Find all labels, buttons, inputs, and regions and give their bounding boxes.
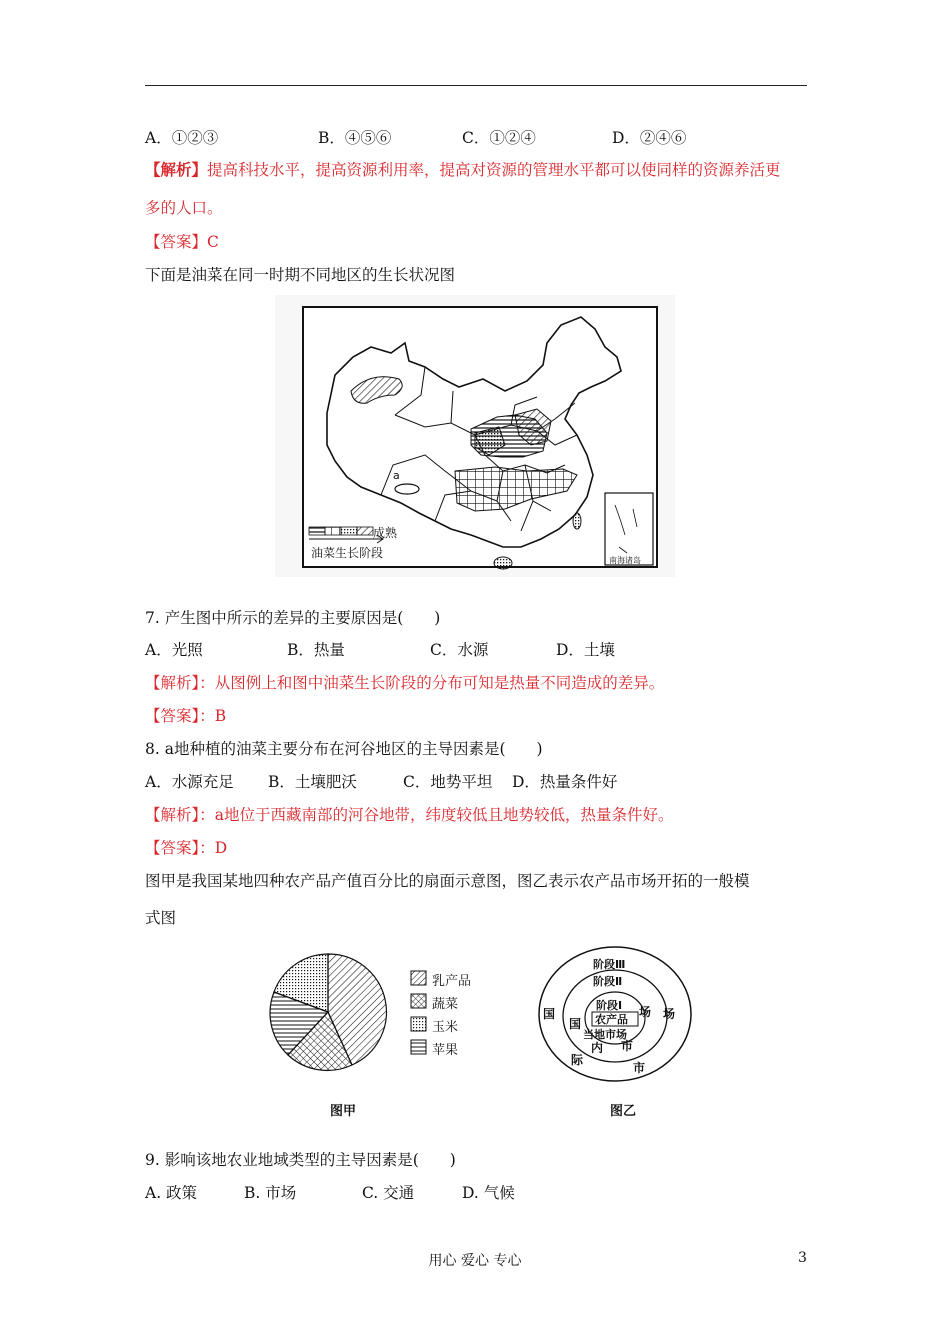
- analysis-text: 提高科技水平，提高资源利用率，提高对资源的管理水平都可以使同样的资源养活更: [207, 161, 781, 179]
- map-point-label: a: [393, 469, 400, 482]
- stage3-label: 阶段Ⅲ: [593, 958, 626, 971]
- figure-intro-line2: 式图: [145, 909, 177, 927]
- market-rings-figure: [535, 944, 695, 1084]
- pie-caption: 图甲: [330, 1104, 357, 1119]
- page-footer: 用心 爱心 专心: [428, 1253, 522, 1269]
- q9-option-b: B. 市场: [244, 1184, 297, 1202]
- rings-caption: 图乙: [610, 1104, 637, 1119]
- q7-stem: 7. 产生图中所示的差异的主要原因是( ): [145, 609, 441, 627]
- dom-char-1: 国: [569, 1017, 582, 1031]
- header-rule: [145, 85, 807, 86]
- q6-answer: 【答案】C: [145, 233, 219, 251]
- q8-analysis: 【解析】：a地位于西藏南部的河谷地带，纬度较低且地势较低，热量条件好。: [145, 806, 674, 824]
- intl-char-3: 市: [633, 1061, 646, 1075]
- rapeseed-map-figure: [275, 295, 675, 577]
- q7-option-c: C．水源: [430, 641, 489, 659]
- q6-option-d: D．②④⑥: [612, 129, 687, 147]
- pie-chart: [268, 952, 388, 1072]
- china-map: [275, 295, 675, 577]
- dom-char-3: 市: [621, 1039, 634, 1053]
- product-label: 农产品: [595, 1013, 628, 1026]
- q7-analysis: 【解析】：从图例上和图中油菜生长阶段的分布可知是热量不同造成的差异。: [145, 674, 665, 692]
- q8-answer: 【答案】：D: [145, 839, 228, 857]
- pie-figure: [268, 952, 388, 1072]
- pie-legend: [410, 970, 428, 1064]
- legend-corn: 玉米: [432, 1020, 459, 1035]
- intl-char-4: 场: [663, 1007, 676, 1021]
- q7-option-a: A．光照: [145, 641, 203, 659]
- q8-option-c: C．地势平坦: [403, 773, 493, 791]
- q6-analysis-line1: [145, 160, 781, 180]
- q9-option-d: D. 气候: [462, 1184, 515, 1202]
- legend-mature-label: 成熟: [373, 526, 398, 540]
- legend-vegetables: 蔬菜: [432, 997, 459, 1012]
- dom-char-2: 内: [591, 1041, 604, 1055]
- page-number: 3: [798, 1250, 807, 1266]
- legend-dairy: 乳产品: [432, 974, 472, 989]
- stage1-label: 阶段Ⅰ: [596, 999, 623, 1012]
- intl-char-1: 国: [543, 1007, 556, 1021]
- q6-option-b: B．④⑤⑥: [318, 129, 392, 147]
- market-rings: [535, 944, 695, 1084]
- q9-option-c: C. 交通: [362, 1184, 415, 1202]
- q6-option-c: C．①②④: [462, 129, 536, 147]
- q8-option-a: A．水源充足: [145, 773, 234, 791]
- local-market-label: 当地市场: [583, 1028, 627, 1041]
- q9-stem: 9. 影响该地农业地域类型的主导因素是( ): [145, 1151, 456, 1169]
- figure-intro-line1: 图甲是我国某地四种农产品产值百分比的扇面示意图，图乙表示农产品市场开拓的一般模: [145, 872, 750, 890]
- pie-legend-swatches: [410, 970, 428, 1060]
- q7-option-b: B．热量: [287, 641, 345, 659]
- q6-analysis-line2: 多的人口。: [145, 199, 223, 217]
- analysis-tag: 【解析】: [145, 160, 208, 179]
- legend-apple: 苹果: [432, 1043, 459, 1058]
- q8-stem: 8. a地种植的油菜主要分布在河谷地区的主导因素是( ): [145, 740, 543, 758]
- intl-char-2: 际: [571, 1053, 584, 1067]
- inset-label: 南海诸岛: [609, 556, 641, 565]
- dom-char-4: 场: [639, 1005, 652, 1019]
- q7-option-d: D．土壤: [556, 641, 615, 659]
- stage2-label: 阶段Ⅱ: [593, 975, 623, 988]
- q8-option-d: D．热量条件好: [512, 773, 618, 791]
- legend-stage-label: 油菜生长阶段: [311, 546, 384, 560]
- map-intro: 下面是油菜在同一时期不同地区的生长状况图: [145, 266, 456, 284]
- q8-option-b: B．土壤肥沃: [268, 773, 357, 791]
- q6-option-a: A．①②③: [145, 129, 219, 147]
- q9-option-a: A. 政策: [145, 1184, 198, 1202]
- q7-answer: 【答案】：B: [145, 707, 227, 725]
